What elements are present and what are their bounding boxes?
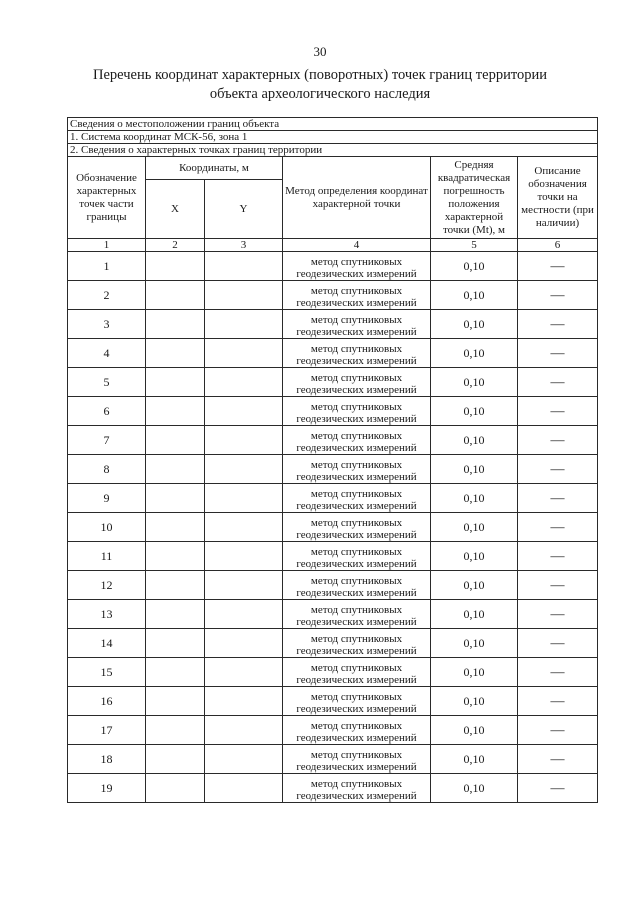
coordinate-x [146,397,205,426]
coordinate-x [146,774,205,803]
table-row [68,397,598,426]
method-line-2: геодезических измерений [296,471,417,483]
method-line-2: геодезических измерений [296,674,417,686]
method-line-2: геодезических измерений [296,384,417,396]
description-value: — [518,571,598,600]
method-line-2: геодезических измерений [296,703,417,715]
accuracy-value: 0,10 [431,426,518,455]
method-line-1: метод спутниковых [310,720,403,732]
table-row [68,716,598,745]
column-number-row [68,239,598,252]
header-description: Описание обозначения точки на местности (при наличии) [518,157,598,239]
coordinate-x [146,600,205,629]
table-row [68,426,598,455]
method-cell [283,368,431,397]
method-line-2: геодезических измерений [296,442,417,454]
column-number: 3 [205,239,283,252]
method-line-2: геодезических измерений [296,645,417,657]
coordinate-y [205,281,283,310]
method-line-2: геодезических измерений [296,500,417,512]
coordinate-x [146,368,205,397]
header-x: X [146,180,205,239]
method-cell [283,629,431,658]
method-cell [283,252,431,281]
accuracy-value: 0,10 [431,687,518,716]
coordinate-y [205,368,283,397]
method-line-1: метод спутниковых [310,314,403,326]
method-line-2: геодезических измерений [296,790,417,802]
method-line-2: геодезических измерений [296,326,417,338]
method-cell [283,310,431,339]
table-row [68,687,598,716]
description-value: — [518,745,598,774]
point-number: 3 [68,310,146,339]
coordinate-y [205,310,283,339]
description-value: — [518,397,598,426]
info-row-characteristic-points: 2. Сведения о характерных точках границ территории [68,144,598,157]
coordinate-y [205,455,283,484]
column-number: 1 [68,239,146,252]
point-number: 14 [68,629,146,658]
accuracy-value: 0,10 [431,368,518,397]
method-line-1: метод спутниковых [310,778,403,790]
coordinate-y [205,571,283,600]
accuracy-value: 0,10 [431,629,518,658]
method-line-1: метод спутниковых [310,575,403,587]
description-value: — [518,687,598,716]
table-row [68,571,598,600]
accuracy-value: 0,10 [431,658,518,687]
coordinate-y [205,484,283,513]
table-row [68,484,598,513]
point-number: 7 [68,426,146,455]
coordinate-x [146,426,205,455]
method-line-2: геодезических измерений [296,529,417,541]
method-line-2: геодезических измерений [296,761,417,773]
table-row [68,629,598,658]
table-row [68,513,598,542]
table-row [68,542,598,571]
coordinate-x [146,252,205,281]
method-line-2: геодезических измерений [296,732,417,744]
point-number: 9 [68,484,146,513]
coordinate-y [205,745,283,774]
header-y: Y [205,180,283,239]
point-number: 19 [68,774,146,803]
point-number: 11 [68,542,146,571]
coordinate-x [146,281,205,310]
page-number: 30 [313,44,327,59]
method-line-2: геодезических измерений [296,297,417,309]
method-line-2: геодезических измерений [296,355,417,367]
coordinate-y [205,629,283,658]
table-row [68,658,598,687]
coordinates-table [67,117,598,803]
coordinate-x [146,716,205,745]
coordinate-y [205,774,283,803]
description-value: — [518,484,598,513]
table-row [68,281,598,310]
method-line-1: метод спутниковых [310,459,403,471]
point-number: 15 [68,658,146,687]
coordinate-x [146,513,205,542]
method-line-1: метод спутниковых [310,604,403,616]
method-cell [283,658,431,687]
table-row [68,745,598,774]
info-row-coordinate-system: 1. Система координат МСК-56, зона 1 [68,131,598,144]
accuracy-value: 0,10 [431,310,518,339]
method-line-1: метод спутниковых [310,633,403,645]
point-number: 18 [68,745,146,774]
header-coordinates: Координаты, м [146,157,283,180]
coordinate-x [146,571,205,600]
table-row [68,455,598,484]
point-number: 13 [68,600,146,629]
accuracy-value: 0,10 [431,571,518,600]
point-number: 6 [68,397,146,426]
table-row [68,339,598,368]
table-row [68,368,598,397]
accuracy-value: 0,10 [431,600,518,629]
description-value: — [518,774,598,803]
method-line-1: метод спутниковых [310,401,403,413]
method-line-1: метод спутниковых [310,285,403,297]
method-line-2: геодезических измерений [296,616,417,628]
method-cell [283,513,431,542]
method-cell [283,600,431,629]
method-line-1: метод спутниковых [310,546,403,558]
accuracy-value: 0,10 [431,484,518,513]
coordinate-y [205,426,283,455]
coordinate-y [205,513,283,542]
coordinate-x [146,687,205,716]
method-cell [283,774,431,803]
method-line-1: метод спутниковых [310,662,403,674]
method-line-2: геодезических измерений [296,558,417,570]
point-number: 16 [68,687,146,716]
accuracy-value: 0,10 [431,716,518,745]
point-number: 2 [68,281,146,310]
description-value: — [518,629,598,658]
method-line-2: геодезических измерений [296,268,417,280]
description-value: — [518,368,598,397]
coordinate-x [146,310,205,339]
accuracy-value: 0,10 [431,513,518,542]
coordinate-x [146,484,205,513]
method-cell [283,426,431,455]
accuracy-value: 0,10 [431,397,518,426]
description-value: — [518,310,598,339]
description-value: — [518,513,598,542]
point-number: 5 [68,368,146,397]
method-line-1: метод спутниковых [310,691,403,703]
coordinate-x [146,455,205,484]
description-value: — [518,716,598,745]
column-number: 4 [283,239,431,252]
point-number: 4 [68,339,146,368]
coordinate-y [205,600,283,629]
table-row [68,600,598,629]
header-accuracy: Средняя квадратическая погрешность положения характерной точки (Mt), м [431,157,518,239]
accuracy-value: 0,10 [431,542,518,571]
method-cell [283,745,431,774]
column-number: 5 [431,239,518,252]
method-line-1: метод спутниковых [310,749,403,761]
accuracy-value: 0,10 [431,281,518,310]
point-number: 1 [68,252,146,281]
point-number: 10 [68,513,146,542]
coordinate-x [146,629,205,658]
info-row-location: Сведения о местоположении границ объекта [68,118,598,131]
method-line-1: метод спутниковых [310,430,403,442]
coordinate-y [205,397,283,426]
point-number: 17 [68,716,146,745]
method-line-2: геодезических измерений [296,587,417,599]
method-line-1: метод спутниковых [310,488,403,500]
coordinate-y [205,252,283,281]
description-value: — [518,542,598,571]
accuracy-value: 0,10 [431,745,518,774]
point-number: 12 [68,571,146,600]
description-value: — [518,658,598,687]
column-number: 6 [518,239,598,252]
coordinate-y [205,658,283,687]
coordinate-y [205,542,283,571]
method-cell [283,542,431,571]
table-row [68,310,598,339]
method-line-1: метод спутниковых [310,343,403,355]
method-line-1: метод спутниковых [310,256,403,268]
method-cell [283,455,431,484]
header-method: Метод определения координат характерной точки [283,157,431,239]
table-row [68,252,598,281]
document-title [60,66,580,104]
accuracy-value: 0,10 [431,339,518,368]
title-line-1: Перечень координат характерных (поворотных) точек границ территории [92,67,548,83]
description-value: — [518,426,598,455]
coordinate-x [146,542,205,571]
column-number: 2 [146,239,205,252]
description-value: — [518,600,598,629]
accuracy-value: 0,10 [431,774,518,803]
method-cell [283,571,431,600]
accuracy-value: 0,10 [431,455,518,484]
description-value: — [518,339,598,368]
method-line-2: геодезических измерений [296,413,417,425]
header-point-designation: Обозначение характерных точек части границы [68,157,146,239]
coordinate-y [205,687,283,716]
method-cell [283,339,431,368]
coordinate-y [205,339,283,368]
description-value: — [518,252,598,281]
method-line-1: метод спутниковых [310,372,403,384]
coordinate-x [146,658,205,687]
table-row [68,774,598,803]
description-value: — [518,281,598,310]
coordinate-x [146,339,205,368]
method-line-1: метод спутниковых [310,517,403,529]
coordinate-x [146,745,205,774]
title-line-2: объекта археологического наследия [209,86,431,102]
method-cell [283,716,431,745]
method-cell [283,687,431,716]
point-number: 8 [68,455,146,484]
accuracy-value: 0,10 [431,252,518,281]
description-value: — [518,455,598,484]
coordinate-y [205,716,283,745]
method-cell [283,484,431,513]
method-cell [283,281,431,310]
method-cell [283,397,431,426]
